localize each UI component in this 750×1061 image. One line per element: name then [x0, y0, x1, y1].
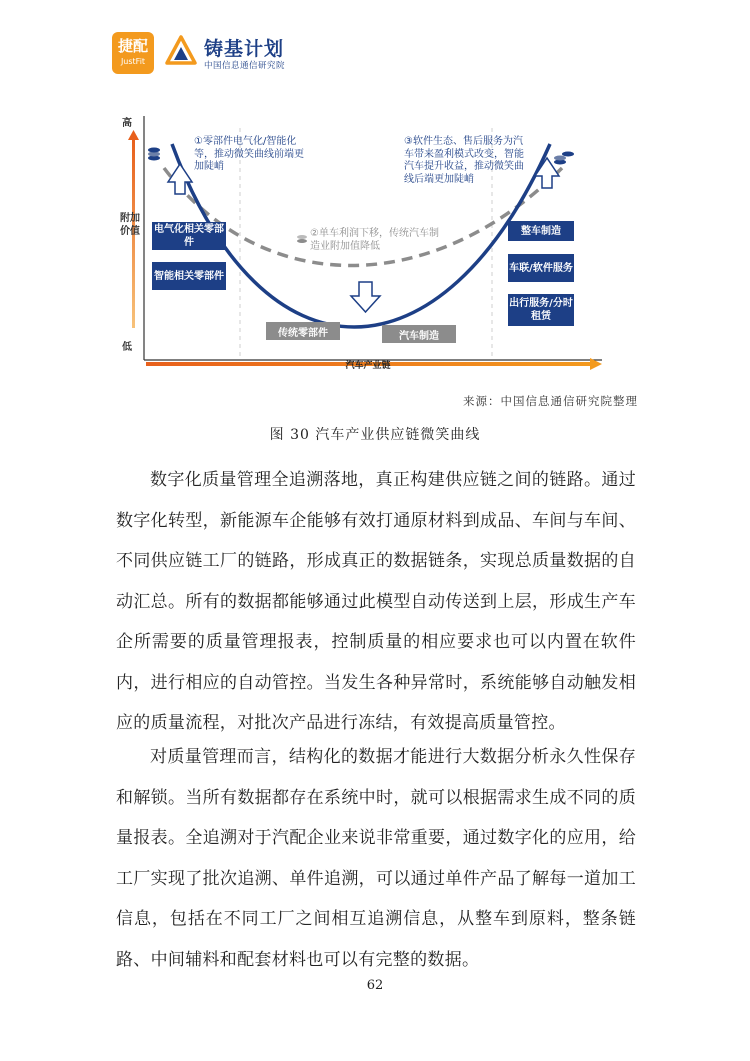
box-mobility-services: 出行服务/分时租赁 — [508, 294, 574, 326]
annotation-front-end: ①零部件电气化/智能化等，推动微笑曲线前端更加陡峭 — [194, 136, 304, 172]
figure-caption: 图 30 汽车产业供应链微笑曲线 — [269, 427, 481, 443]
box-electrification-parts: 电气化相关零部件 — [154, 224, 224, 248]
logo1-sub: JustFit — [120, 57, 146, 66]
y-axis-arrow-icon — [128, 130, 139, 140]
coins-right-icon — [554, 152, 574, 165]
logo1-text: 捷配 — [117, 37, 148, 55]
body-paragraph-1: 数字化质量管理全追溯落地，真正构建供应链之间的链路。通过数字化转型，新能源车企能够有效打通原材料到成品、车间与车间、不同供应链工厂的链路，形成真正的数据链条，实现总质量数据的自动汇总。所有的数据都能够通过此模型自动传送到上层，形成生产车企所需要的质量管理报表，控制质量的相应要求也可以内置在软件内，进行相应的自动管控。当发生各种异常时，系统能够自动触发相应的质量流程，对批次产品进行冻结，有效提高质量管控。 — [116, 470, 636, 733]
y-axis-high-label: 高 — [122, 118, 132, 129]
annotation-middle: ②单车利润下移，传统汽车制造业附加值降低 — [310, 228, 439, 252]
page-number: 62 — [366, 978, 384, 993]
figure-source: 来源：中国信息通信研究院整理 — [463, 394, 638, 408]
coins-grey-icon — [297, 235, 307, 243]
logo2-subtitle: 中国信息通信研究院 — [204, 61, 286, 71]
header — [112, 32, 432, 76]
box-car-manufacturing: 汽车制造 — [382, 325, 456, 343]
y-axis-low-label: 低 — [122, 342, 132, 353]
caict-triangle-icon — [164, 34, 198, 68]
y-axis-title: 附加价值 — [120, 213, 140, 237]
logo2-title: 铸基计划 — [204, 38, 285, 60]
coins-left-icon — [148, 148, 160, 161]
smile-curve-figure — [112, 108, 612, 380]
x-axis-title: 汽车产业链 — [345, 361, 391, 371]
center-down-arrow-icon — [351, 282, 380, 312]
annotation-back-end: ③软件生态、售后服务为汽车带来盈利模式改变，智能汽车提升收益，推动微笑曲线后端更加陡峭 — [404, 136, 524, 185]
box-telematics-software: 车联/软件服务 — [508, 254, 574, 282]
box-intelligent-parts: 智能相关零部件 — [152, 262, 226, 290]
left-up-arrow-icon — [168, 164, 192, 194]
box-traditional-parts: 传统零部件 — [266, 322, 340, 340]
body-paragraph-2: 对质量管理而言，结构化的数据才能进行大数据分析永久性保存和解锁。当所有数据都存在系统中时，就可以根据需求生成不同的质量报表。全追溯对于汽配企业来说非常重要，通过数字化的应用，给工厂实现了批次追溯、单件追溯，可以通过单件产品了解每一道加工信息，包括在不同工厂之间相互追溯信息，从整车到原料，整条链路、中间辅料和配套材料也可以有完整的数据。 — [116, 747, 636, 970]
justfit-logo — [112, 32, 154, 74]
box-vehicle-manufacturing: 整车制造 — [508, 221, 574, 241]
